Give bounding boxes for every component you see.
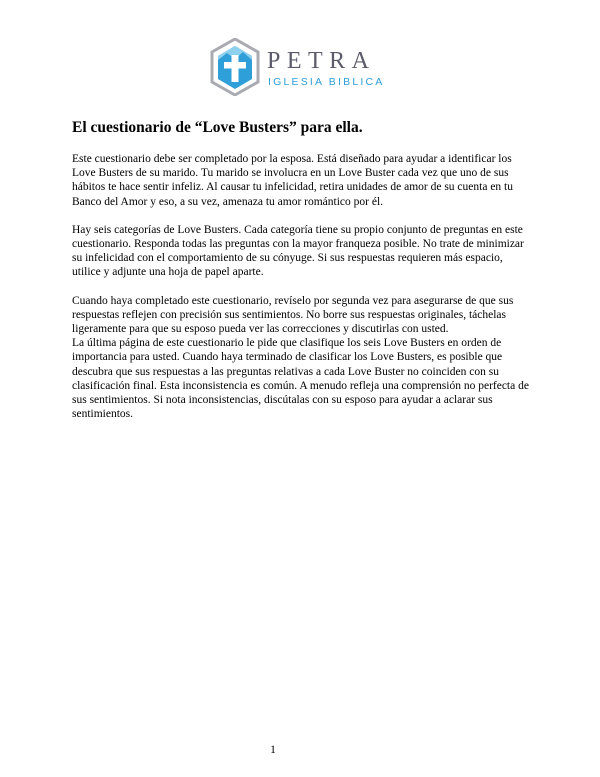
logo-name: PETRA <box>267 48 376 74</box>
paragraph-intro: Este cuestionario debe ser completado por la esposa. Está diseñado para ayudar a identificar los Love Busters de su marido. Tu marido se involucra en un Love Buster cada vez que uno de sus hábitos te hace sentir infeliz. Al causar tu infelicidad, retira unidades de amor de su cuenta en tu Banco del Amor y eso, a su vez, amenaza tu amor romántico por él. <box>72 153 513 208</box>
logo-subtitle: IGLESIA BIBLICA <box>268 76 385 88</box>
church-cross-icon <box>210 38 260 96</box>
paragraph-categories: Hay seis categorías de Love Busters. Cada categoría tiene su propio conjunto de preguntas en este cuestionario. Responda todas las preguntas con la mayor franqueza posible. No trate de minimizar su infelicidad con el comportamiento de su cónyuge. Si sus respuestas requieren más espacio, utilice y adjunte una hoja de papel aparte. <box>72 223 524 279</box>
petra-logo <box>210 38 385 96</box>
page-number: 1 <box>270 744 276 756</box>
paragraph-review: Cuando haya completado este cuestionario, revíselo por segunda vez para asegurarse de que sus respuestas reflejen con precisión sus sentimientos. No borre sus respuestas originales, táchelas ligeramente para que su esposo pueda ver las correcciones y discutirlas con usted. <box>72 294 514 336</box>
paragraph-ranking: La última página de este cuestionario le pide que clasifique los seis Love Busters en orden de importancia para usted. Cuando haya terminado de clasificar los Love Busters, es posible que descubra que sus respuestas a las preguntas relativas a cada Love Buster no coinciden con su clasificación final. Esta inconsistencia es común. A menudo refleja una comprensión no perfecta de sus sentimientos. Si nota inconsistencias, discútalas con su esposo para ayudar a aclarar sus sentimientos. <box>72 337 529 421</box>
document-title: El cuestionario de “Love Busters” para ella. <box>72 119 363 136</box>
document-body <box>72 152 532 421</box>
